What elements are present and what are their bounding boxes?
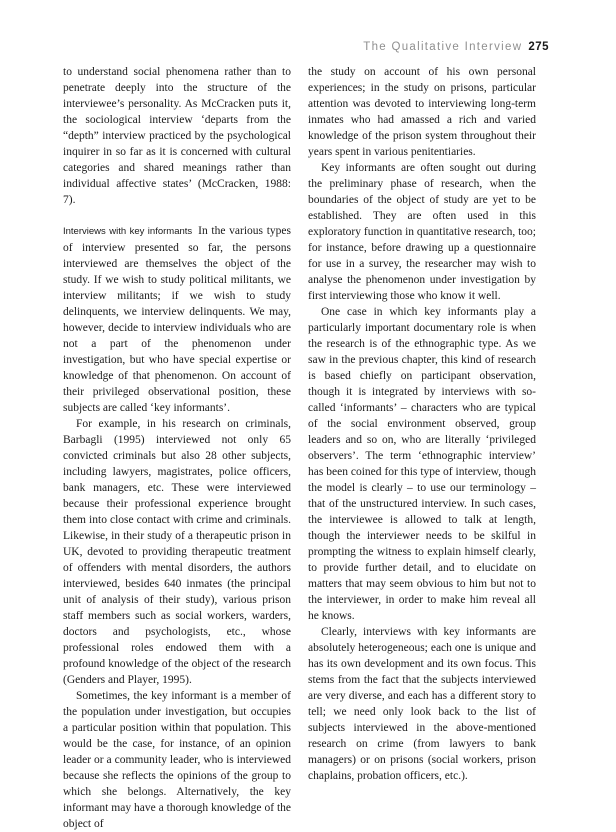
section-subheading: Interviews with key informants: [63, 226, 193, 237]
paragraph-text: In the various types of interview presented so far, the persons interviewed are themselves the object of the study. If we wish to study political militants, we interview militants; if we wish to study delinquents, we interview delinquents. We may, however, decide to interview individuals who are not a part of the phenomenon under investigation, but who have special expertise or knowledge of that phenomenon. On account of their privileged observational position, these subjects are called ‘key informants’.: [63, 225, 291, 414]
paragraph: Sometimes, the key informant is a member of the population under investigation, but occupies a particular position within that population. This would be the case, for instance, of an opinion leader or a community leader, who is interviewed because she reflects the opinions of the group to which she belongs. Alternatively, the key informant may have a thorough knowledge of the object of: [63, 690, 291, 830]
paragraph: Clearly, interviews with key informants are absolutely heterogeneous; each one is unique and has its own development and its own focus. This stems from the fact that the subjects interviewed are very diverse, and each has a different story to tell; we need only look back to the list of subjects interviewed in the above-mentioned research on crime (from lawyers to bank managers) or on prisons (social workers, prison chaplains, probation officers, etc.).: [308, 626, 536, 782]
paragraph-with-subheading: [63, 223, 291, 416]
paragraph: Key informants are often sought out during the preliminary phase of research, when the boundaries of the object of study are yet to be established. They are often used in this exploratory function in quantitative research, too; for instance, before drawing up a questionnaire for use in a survey, the researcher may wish to analyse the phenomenon under investigation by first interviewing those who know it well.: [308, 162, 537, 302]
paragraph: One case in which key informants play a particularly important documentary role is when the research is of the ethnographic type. As we saw in the previous chapter, this kind of research is based chiefly on participant observation, though it is integrated by interviews with so-called ‘informants’ – characters who are typical of the social environment observed, group leaders and so on, who are literally ‘privileged observers’. The term ‘ethnographic interview’ has been coined for this type of interview, though the model is clearly – to use our terminology – that of the unstructured interview. In such cases, the interviewee is allowed to talk at length, though the interviewer needs to be skilful in prompting the witness to explain himself clearly, to provide further detail, and to elucidate on matters that may seem obvious to him but not to the interviewer, in order to make him reveal all he knows.: [308, 306, 536, 622]
right-column: [308, 64, 536, 784]
left-column: [63, 64, 291, 832]
running-header: [363, 41, 549, 53]
paragraph: to understand social phenomena rather than to penetrate deeply into the structure of the interviewee’s personality. As McCracken puts it, the sociological interview ‘departs from the “depth” interview practiced by the psychological inquirer in so far as it is concerned with cultural categories and shared meanings rather than individual affective states’ (McCracken, 1988: 7).: [63, 66, 291, 206]
running-title: The Qualitative Interview: [363, 41, 523, 53]
paragraph: the study on account of his own personal experiences; in the study on prisons, particular attention was devoted to interviewing long-term inmates who had amassed a rich and varied knowledge of the prison system throughout their years spent in various penitentiaries.: [308, 66, 536, 158]
page-number: 275: [528, 41, 549, 53]
paragraph: For example, in his research on criminals, Barbagli (1995) interviewed not only 65 convicted criminals but also 28 other subjects, including lawyers, magistrates, police officers, bank managers, etc. These were interviewed because their professional experience brought them into close contact with crime and criminals. Likewise, in their study of a therapeutic prison in UK, devoted to providing therapeutic treatment of offenders with mental disorders, the authors interviewed, besides 640 inmates (the principal unit of analysis of their study), various prison staff members such as social workers, warders, doctors and psychologists, etc., whose professional roles endowed them with a profound knowledge of the object of the research (Genders and Player, 1995).: [63, 418, 291, 686]
